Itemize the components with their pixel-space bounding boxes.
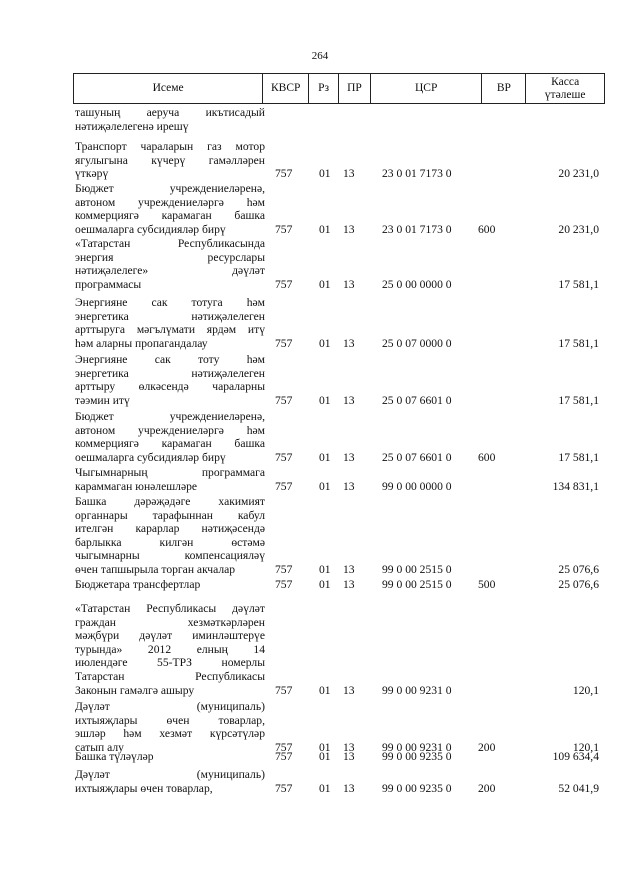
row-csr: 25 0 00 0000 0 bbox=[382, 277, 452, 291]
row-name bbox=[75, 140, 265, 181]
row-amount: 17 581,1 bbox=[558, 336, 599, 350]
row-kvsr: 757 bbox=[275, 781, 293, 795]
row-name-line: Законын гамәлгә ашыру bbox=[75, 683, 195, 697]
row-kvsr: 757 bbox=[275, 479, 293, 493]
row-kvsr: 757 bbox=[275, 740, 293, 754]
row-name-line: һәм аларны пропагандалау bbox=[75, 336, 208, 350]
row-name-line: Бюджет учреждениеләренә, bbox=[75, 182, 265, 195]
row-name bbox=[75, 578, 265, 592]
row-name-line: Бюджетара трансфертлар bbox=[75, 578, 201, 591]
row-kvsr: 757 bbox=[275, 683, 293, 697]
row-pr: 13 bbox=[343, 450, 355, 464]
row-csr: 99 0 00 9231 0 bbox=[382, 740, 452, 754]
row-name-line: чыгымнарны компенсацияләү bbox=[75, 549, 265, 563]
row-kvsr: 757 bbox=[275, 277, 293, 291]
row-name-line: энергия ресурслары bbox=[75, 250, 265, 264]
row-name-line: оешмаларга субсидияләр бирү bbox=[75, 450, 226, 464]
row-rz: 01 bbox=[319, 393, 331, 407]
row-name-line: Башка түләүләр bbox=[75, 750, 154, 763]
row-name-line: Энергияне сак тоту һәм bbox=[75, 353, 265, 366]
header-rz: Рз bbox=[309, 74, 339, 103]
row-name-line: ителгән карарлар нәтиҗәсендә bbox=[75, 522, 265, 536]
row-name-line: Бюджет учреждениеләренә, bbox=[75, 410, 265, 423]
row-vr: 600 bbox=[478, 222, 496, 236]
row-kvsr: 757 bbox=[275, 578, 293, 591]
row-name-line: программасы bbox=[75, 277, 142, 291]
table-header bbox=[73, 73, 605, 104]
row-name-line: Транспорт чараларын газ мотор bbox=[75, 140, 265, 153]
row-rz: 01 bbox=[319, 222, 331, 236]
row-name bbox=[75, 353, 265, 407]
row-pr: 13 bbox=[343, 222, 355, 236]
row-name-line: коммерциягә карамаган башка bbox=[75, 209, 265, 223]
row-name bbox=[75, 495, 265, 577]
row-name-line: автоном учреждениеләргә һәм bbox=[75, 195, 265, 209]
row-name-line: коммерциягә карамаган башка bbox=[75, 437, 265, 451]
row-csr: 99 0 00 9231 0 bbox=[382, 683, 452, 697]
row-rz: 01 bbox=[319, 563, 331, 576]
row-name-line: «Татарстан Республикасы дәүләт bbox=[75, 602, 265, 615]
row-pr: 13 bbox=[343, 563, 355, 576]
row-rz: 01 bbox=[319, 167, 331, 181]
row-name-line: арттыруга мәгълүмати ярдәм итү bbox=[75, 323, 265, 337]
row-name-line: сатып алу bbox=[75, 740, 124, 754]
row-pr: 13 bbox=[343, 740, 355, 754]
row-name-line: оешмаларга субсидияләр бирү bbox=[75, 222, 226, 236]
row-rz: 01 bbox=[319, 683, 331, 697]
row-vr: 200 bbox=[478, 740, 496, 754]
row-name-line: турында» 2012 елның 14 bbox=[75, 642, 265, 656]
row-name-line: ихтыяҗлары өчен товарлар, bbox=[75, 713, 265, 727]
row-name bbox=[75, 182, 265, 236]
row-name-line: энергетика нәтиҗәлелеген bbox=[75, 366, 265, 380]
row-rz: 01 bbox=[319, 578, 331, 591]
row-name bbox=[75, 602, 265, 697]
row-name-line: Дәүләт (муниципаль) bbox=[75, 768, 265, 781]
row-amount: 17 581,1 bbox=[558, 450, 599, 464]
row-name-line: «Татарстан Республикасында bbox=[75, 237, 265, 250]
row-kvsr: 757 bbox=[275, 336, 293, 350]
row-pr: 13 bbox=[343, 336, 355, 350]
row-name bbox=[75, 700, 265, 754]
row-name bbox=[75, 237, 265, 291]
row-name bbox=[75, 750, 265, 764]
row-amount: 25 076,6 bbox=[558, 563, 599, 576]
row-name-line: нәтиҗәлелегенә ирешү bbox=[75, 119, 189, 133]
row-csr: 23 0 01 7173 0 bbox=[382, 167, 452, 181]
row-amount: 109 634,4 bbox=[552, 750, 599, 763]
header-kassa bbox=[526, 74, 604, 103]
row-name-line: Дәүләт (муниципаль) bbox=[75, 700, 265, 713]
row-rz: 01 bbox=[319, 336, 331, 350]
row-name-line: мәҗбүри дәүләт иминләштерүе bbox=[75, 629, 265, 643]
row-pr: 13 bbox=[343, 750, 355, 763]
row-csr: 99 0 00 9235 0 bbox=[382, 781, 452, 795]
header-kassa-line1: Касса bbox=[551, 75, 580, 88]
row-kvsr: 757 bbox=[275, 750, 293, 763]
row-name bbox=[75, 410, 265, 464]
row-csr: 99 0 00 0000 0 bbox=[382, 479, 452, 493]
page-number: 264 bbox=[311, 50, 329, 62]
header-pr: ПР bbox=[339, 74, 371, 103]
row-kvsr: 757 bbox=[275, 563, 293, 576]
row-name-line: нәтиҗәлелеге» дәүләт bbox=[75, 264, 265, 278]
row-name-line: арттыру өлкәсендә чараларны bbox=[75, 380, 265, 394]
row-name-line: Чыгымнарның программага bbox=[75, 466, 265, 479]
row-rz: 01 bbox=[319, 781, 331, 795]
header-csr: ЦСР bbox=[371, 74, 483, 103]
header-kassa-line2: үтәлеше bbox=[544, 88, 586, 101]
row-name-line: караммаган юнәлешләре bbox=[75, 479, 198, 493]
row-kvsr: 757 bbox=[275, 393, 293, 407]
row-pr: 13 bbox=[343, 578, 355, 591]
row-amount: 17 581,1 bbox=[558, 393, 599, 407]
row-name bbox=[75, 296, 265, 350]
row-name-line: ягулыгына күчерү гамәлләрен bbox=[75, 153, 265, 167]
row-rz: 01 bbox=[319, 450, 331, 464]
row-pr: 13 bbox=[343, 479, 355, 493]
row-kvsr: 757 bbox=[275, 450, 293, 464]
row-csr: 99 0 00 9235 0 bbox=[382, 750, 452, 763]
row-pr: 13 bbox=[343, 683, 355, 697]
header-name: Исеме bbox=[74, 74, 263, 103]
row-name-line: Татарстан Республикасы bbox=[75, 669, 265, 683]
row-rz: 01 bbox=[319, 479, 331, 493]
row-name bbox=[75, 466, 265, 493]
row-rz: 01 bbox=[319, 277, 331, 291]
row-name-line: ташуның аеруча икътисадый bbox=[75, 106, 265, 119]
row-name-line: июлендәге 55-ТРЗ номерлы bbox=[75, 656, 265, 670]
row-amount: 120,1 bbox=[572, 683, 599, 697]
row-kvsr: 757 bbox=[275, 167, 293, 181]
row-pr: 13 bbox=[343, 393, 355, 407]
row-name-line: автоном учреждениеләргә һәм bbox=[75, 423, 265, 437]
row-pr: 13 bbox=[343, 167, 355, 181]
row-name-line: тәэмин итү bbox=[75, 393, 130, 407]
row-amount: 20 231,0 bbox=[558, 167, 599, 181]
row-name-line: энергетика нәтиҗәлелеген bbox=[75, 309, 265, 323]
row-rz: 01 bbox=[319, 740, 331, 754]
row-name-line: ихтыяҗлары өчен товарлар, bbox=[75, 781, 213, 795]
row-name bbox=[75, 768, 265, 795]
row-name-line: үткәрү bbox=[75, 167, 109, 181]
row-rz: 01 bbox=[319, 750, 331, 763]
row-csr: 99 0 00 2515 0 bbox=[382, 563, 452, 576]
header-kvsr: КВСР bbox=[263, 74, 309, 103]
header-vr: ВР bbox=[482, 74, 526, 103]
row-name-line: эшләр һәм хезмәт күрсәтүләр bbox=[75, 727, 265, 741]
row-amount: 52 041,9 bbox=[558, 781, 599, 795]
row-vr: 600 bbox=[478, 450, 496, 464]
row-vr: 200 bbox=[478, 781, 496, 795]
row-name-line: граждан хезмәткәрләрен bbox=[75, 615, 265, 629]
row-name bbox=[75, 106, 265, 133]
row-pr: 13 bbox=[343, 781, 355, 795]
row-csr: 25 0 07 6601 0 bbox=[382, 450, 452, 464]
row-csr: 25 0 07 0000 0 bbox=[382, 336, 452, 350]
row-amount: 17 581,1 bbox=[558, 277, 599, 291]
row-name-line: өчен тапшырыла торган акчалар bbox=[75, 562, 236, 576]
row-amount: 25 076,6 bbox=[558, 578, 599, 591]
row-csr: 25 0 07 6601 0 bbox=[382, 393, 452, 407]
row-name-line: барлыкка килгән өстәмә bbox=[75, 535, 265, 549]
row-amount: 120,1 bbox=[572, 740, 599, 754]
row-kvsr: 757 bbox=[275, 222, 293, 236]
row-name-line: органнары тарафыннан кабул bbox=[75, 508, 265, 522]
row-pr: 13 bbox=[343, 277, 355, 291]
row-csr: 23 0 01 7173 0 bbox=[382, 222, 452, 236]
row-amount: 134 831,1 bbox=[552, 479, 599, 493]
row-csr: 99 0 00 2515 0 bbox=[382, 578, 452, 591]
row-name-line: Энергияне сак тотуга һәм bbox=[75, 296, 265, 309]
row-amount: 20 231,0 bbox=[558, 222, 599, 236]
row-vr: 500 bbox=[478, 578, 496, 591]
row-name-line: Башка дәрәҗәдәге хакимият bbox=[75, 495, 265, 508]
